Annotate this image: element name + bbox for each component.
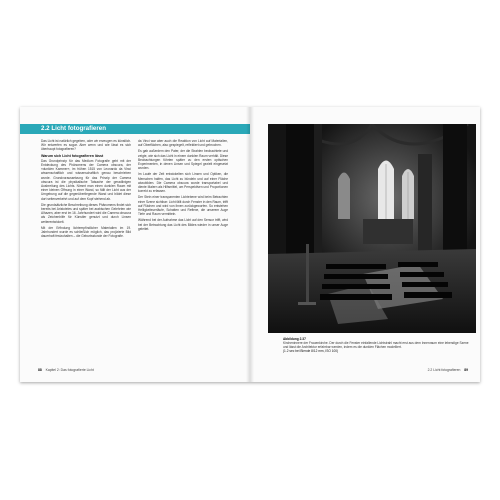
body-paragraph: Mit der Erfindung lichtempfindlicher Materialien im 19. Jahrhundert wurde es schließlich möglich, das projizierte Bild dauerhaft festzuhalten – die Geburtsstunde der Fotografie. — [41, 225, 131, 239]
body-paragraph: Das Grundprinzip für das Medium Fotografie geht mit der Entdeckung des Phänomens der Camera obscura, der »dunklen Kammer«, im frühen 1515 von Leonardo da Vinci wissenschaftlich und wissenschaftlich genau beschrieben wurde. Grundvoraussetzung für das Prinzip der Camera obscura ist die physikalische Tatsache der geradlinigen Ausbreitung des Lichts. Nimmt man einen dunklen Raum mit einer kleinen Öffnung in einer Wand, so fällt der Licht aus der Umgebung auf die gegenüberliegende Wand und bildet diese dort seitenverkehrt und auf dem Kopf stehend ab. — [41, 158, 131, 201]
book-gutter — [246, 107, 254, 382]
caption-text: Kircheninnere der Frauenkirche. Der durch die Fenster einfallende Lichtstrahl macht erst aus dem Innenraum eine lebendige Szene und lässt die Architektur erfahrbar werden, indem es die dunklen Flächen modelliert. — [283, 341, 469, 350]
body-paragraph: Während bei der Aufnahme das Licht auf den Sensor trifft, wird bei der Betrachtung das Licht des Bildes wieder in unser Auge geleitet. — [138, 218, 228, 231]
text-column-2 — [138, 139, 228, 233]
figure-caption — [283, 337, 471, 353]
left-page — [20, 107, 250, 382]
left-footer — [38, 368, 94, 372]
left-page-number: 88 — [38, 368, 42, 372]
text-column-1 — [41, 139, 131, 240]
section-title: 2.2 Licht fotografieren — [41, 125, 106, 132]
book-spread — [20, 107, 480, 382]
right-footer — [428, 368, 468, 372]
caption-label: Abbildung 2.37 — [283, 337, 306, 341]
subheading: Warum sich Licht fotografieren lässt — [41, 153, 104, 158]
chapter-name: Kapitel 2: Das fotografierte Licht — [45, 368, 94, 372]
caption-exposure: (1.2 sec bei Blende 8/12 mm, ISO 100) — [283, 349, 339, 354]
body-paragraph: Es gab außerdem den Pater, der die Strahlen beobachtete und zeigte, wie sich das Licht in einem dunklen Raum verhält. Diese Beobachtungen führten später zu den ersten optischen Experimenten, in denen Linsen und Spiegel gezielt eingesetzt wurden. — [138, 149, 229, 171]
right-page-number: 89 — [464, 368, 468, 372]
intro-paragraph: Das Licht ist natürlich gegeben, oder wir erzeugen es künstlich. Wir entwerfen es sogar. Aber wenn und wie lässt es sich überhaupt fotografieren? — [41, 139, 131, 152]
church-interior-photo — [268, 124, 476, 333]
body-paragraph: da Vinci war aber auch die Reaktion von Licht auf Materialien, auf Oberflächen, also gespiegelt, reflektiert und gebrochen. — [138, 139, 228, 148]
section-name: 2.2 Licht fotografieren — [427, 368, 461, 372]
right-page — [250, 107, 480, 382]
body-paragraph: Der Stein einer transparenten Lichtebene wird beim Betrachten einer Szene sichtbar: Licht fällt durch Fenster in den Raum, trifft auf Flächen und wird von ihnen zurückgeworfen. So entstehen Helligkeitsverläufe, Schatten und Reflexe, die unserem Auge Tiefe und Raum vermitteln. — [138, 195, 228, 217]
body-paragraph: Die grundsätzliche Beschreibung dieses Phänomens findet sich bereits bei Aristoteles und später bei arabischen Gelehrten wie Alhazen, aber erst im 16. Jahrhundert wird die Camera obscura als Zeichenhilfe für Künstler genutzt und durch Linsen weiterentwickelt. — [41, 202, 131, 224]
body-paragraph: Im Laufe der Zeit entwickelten sich Linsen und Optiken, die Menschen halfen, das Licht zu bündeln und auf einer Fläche abzubilden. Die Camera obscura wurde transportabel und diente Malern als Hilfsmittel, um Perspektiven und Proportionen korrekt zu erfassen. — [138, 172, 228, 194]
